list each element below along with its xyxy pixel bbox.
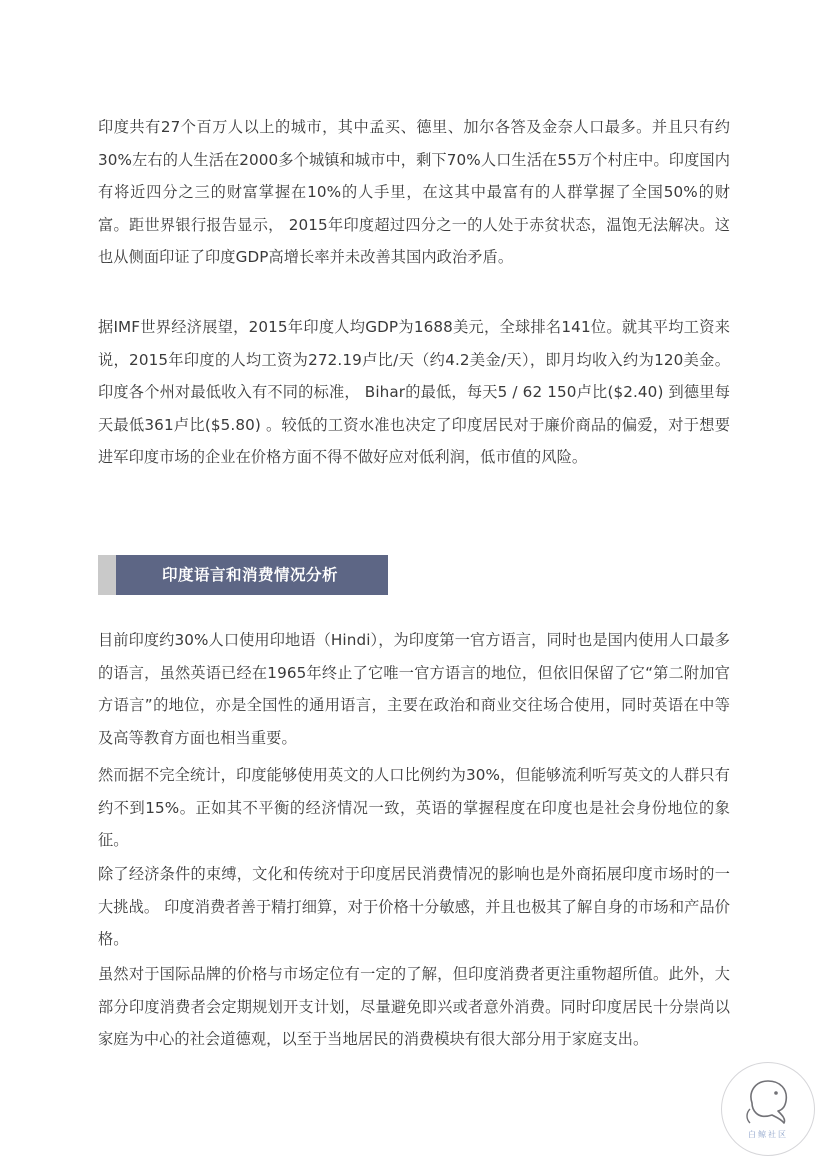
paragraph-language: 目前印度约30%人口使用印地语（Hindi），为印度第一官方语言，同时也是国内使用人口最多的语言，虽然英语已经在1965年终止了它唯一官方语言的地位，但依旧保留了它“第二附加官方语言”的地位，亦是全国性的通用语言，主要在政治和商业交往场合使用，同时英语在中等及高等教育方面也相当重要。 [98, 631, 730, 747]
section-heading-marker [98, 555, 116, 595]
section-heading-title: 印度语言和消费情况分析 [116, 555, 388, 595]
paragraph-value-consumption: 虽然对于国际品牌的价格与市场定位有一定的了解，但印度消费者更注重物超所值。此外，大部分印度消费者会定期规划开支计划，尽量避免即兴或者意外消费。同时印度居民十分崇尚以家庭为中心的社会道德观，以至于当地居民的消费模块有很大部分用于家庭支出。 [98, 965, 730, 1049]
paragraph-culture-consumption: 除了经济条件的束缚，文化和传统对于印度居民消费情况的影响也是外商拓展印度市场时的一大挑战。 印度消费者善于精打细算，对于价格十分敏感，并且也极其了解自身的市场和产品价格。 [98, 865, 730, 949]
watermark-text: 白鲸社区 [748, 1130, 788, 1139]
paragraph-city-population: 印度共有27个百万人以上的城市，其中孟买、德里、加尔各答及金奈人口最多。并且只有约30%左右的人生活在2000多个城镇和城市中，剩下70%人口生活在55万个村庄中。印度国内有将近四分之三的财富掌握在10%的人手里，在这其中最富有的人群掌握了全国50%的财富。距世界银行报告显示， 2015年印度超过四分之一的人处于赤贫状态，温饱无法解决。这也从侧面印证了印度GDP高增长率并未改善其国内政治矛盾。 [98, 118, 730, 267]
watermark-logo [721, 1062, 815, 1156]
section-heading [98, 555, 388, 595]
whale-logo-icon [742, 1073, 794, 1129]
paragraph-gdp-wages: 据IMF世界经济展望，2015年印度人均GDP为1688美元，全球排名141位。就其平均工资来说，2015年印度的人均工资为272.19卢比/天（约4.2美金/天），即月均收入约为120美金。印度各个州对最低收入有不同的标准， Bihar的最低，每天5 / 62 150卢比($2.40) 到德里每天最低361卢比($5.80) 。较低的工资水准也决定了印度居民对于廉价商品的偏爱，对于想要进军印度市场的企业在价格方面不得不做好应对低利润，低市值的风险。 [98, 318, 730, 467]
paragraph-english-usage: 然而据不完全统计，印度能够使用英文的人口比例约为30%，但能够流利听写英文的人群只有约不到15%。正如其不平衡的经济情况一致，英语的掌握程度在印度也是社会身份地位的象征。 [98, 766, 730, 850]
